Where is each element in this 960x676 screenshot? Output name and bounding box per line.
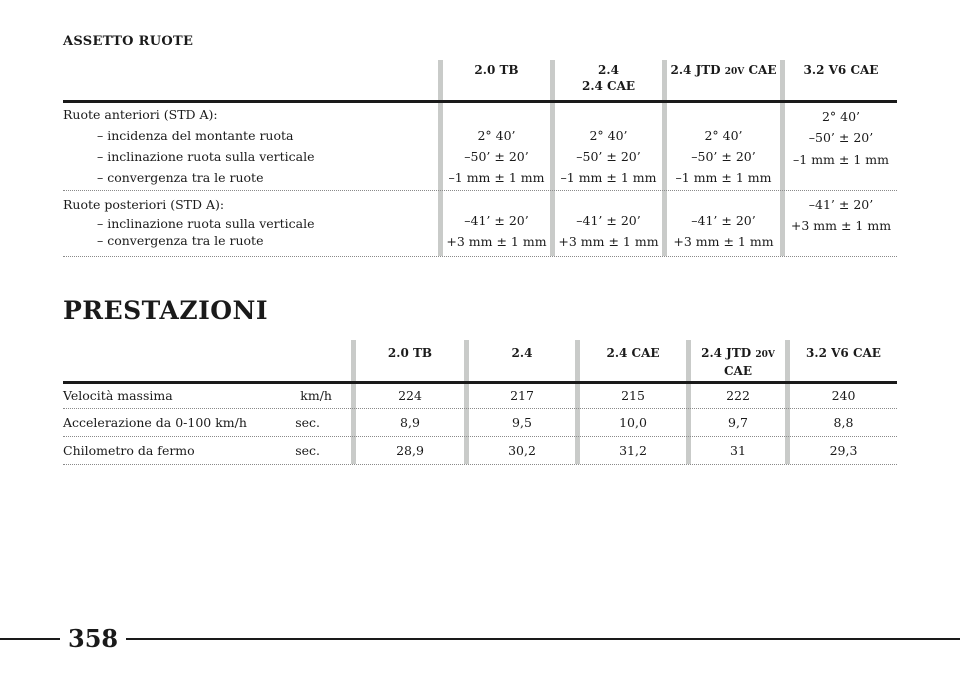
front-value: –50’ ± 20’ xyxy=(464,149,529,164)
alignment-col-header: 2.4 2.4 CAE xyxy=(581,63,636,93)
front-value: –1 mm ± 1 mm xyxy=(793,152,889,167)
rear-value: +3 mm ± 1 mm xyxy=(673,234,774,249)
performance-row-unit: sec. xyxy=(295,443,320,458)
rear-value: –41’ ± 20’ xyxy=(691,213,756,228)
front-heading: Ruote anteriori (STD A): xyxy=(63,107,218,122)
performance-col-header: 2.4 CAE xyxy=(606,346,660,360)
front-value: 2° 40’ xyxy=(821,109,861,124)
performance-row-label: Velocità massima xyxy=(63,388,173,403)
rear-value: –41’ ± 20’ xyxy=(464,213,529,228)
front-value: –1 mm ± 1 mm xyxy=(448,170,545,185)
performance-col-header: 2.0 TB xyxy=(387,346,433,360)
performance-col-header: 2.4 JTD 20V CAE xyxy=(701,346,775,378)
performance-value: 215 xyxy=(621,388,645,403)
row-divider xyxy=(63,190,897,191)
performance-row-unit: sec. xyxy=(295,415,320,430)
front-item: – incidenza del montante ruota xyxy=(97,128,294,143)
performance-value: 31 xyxy=(730,443,746,458)
front-value: 2° 40’ xyxy=(477,128,516,143)
header-rule xyxy=(63,381,897,384)
front-value: –50’ ± 20’ xyxy=(691,149,756,164)
rear-heading: Ruote posteriori (STD A): xyxy=(63,197,225,212)
performance-col-header: 3.2 V6 CAE xyxy=(806,346,881,360)
alignment-col-header: 2.0 TB xyxy=(474,63,519,77)
front-value: 2° 40’ xyxy=(589,128,628,143)
performance-value: 217 xyxy=(510,388,534,403)
performance-value: 28,9 xyxy=(396,443,424,458)
header-rule xyxy=(63,100,897,103)
rear-value: +3 mm ± 1 mm xyxy=(446,234,547,249)
performance-value: 240 xyxy=(831,388,856,403)
table-bottom-rule xyxy=(63,256,897,257)
performance-value: 222 xyxy=(726,388,750,403)
rear-value: +3 mm ± 1 mm xyxy=(790,218,892,233)
row-divider xyxy=(63,436,897,437)
alignment-col-header: 3.2 V6 CAE xyxy=(803,63,879,77)
rear-value: –41’ ± 20’ xyxy=(808,197,874,212)
performance-value: 8,8 xyxy=(833,415,854,430)
performance-row-label: Chilometro da fermo xyxy=(63,443,195,458)
alignment-title: ASSETTO RUOTE xyxy=(63,34,194,49)
performance-value: 9,5 xyxy=(512,415,532,430)
performance-value: 10,0 xyxy=(619,415,647,430)
performance-value: 8,9 xyxy=(400,415,420,430)
performance-value: 224 xyxy=(398,388,422,403)
table-bottom-rule xyxy=(63,464,897,465)
performance-title: PRESTAZIONI xyxy=(63,296,269,325)
rear-value: –41’ ± 20’ xyxy=(576,213,641,228)
performance-value: 9,7 xyxy=(728,415,748,430)
rear-value: +3 mm ± 1 mm xyxy=(558,234,659,249)
front-value: 2° 40’ xyxy=(704,128,743,143)
performance-col-header: 2.4 xyxy=(511,346,533,360)
front-value: –50’ ± 20’ xyxy=(576,149,641,164)
alignment-col-header: 2.4 JTD 20V CAE xyxy=(670,63,777,77)
front-item: – convergenza tra le ruote xyxy=(97,170,264,185)
front-item: – inclinazione ruota sulla verticale xyxy=(97,149,315,164)
rear-item: – inclinazione ruota sulla verticale xyxy=(97,216,315,231)
rear-item: – convergenza tra le ruote xyxy=(97,233,264,248)
front-value: –50’ ± 20’ xyxy=(808,130,874,145)
performance-value: 30,2 xyxy=(508,443,536,458)
front-value: –1 mm ± 1 mm xyxy=(675,170,772,185)
performance-value: 31,2 xyxy=(619,443,647,458)
performance-row-label: Accelerazione da 0-100 km/h xyxy=(63,415,247,430)
performance-row-unit: km/h xyxy=(300,388,332,403)
footer-rule-right xyxy=(126,638,960,640)
performance-value: 29,3 xyxy=(829,443,858,458)
page-number: 358 xyxy=(68,624,119,653)
front-value: –1 mm ± 1 mm xyxy=(560,170,657,185)
footer-rule-left xyxy=(0,638,60,640)
row-divider xyxy=(63,408,897,409)
